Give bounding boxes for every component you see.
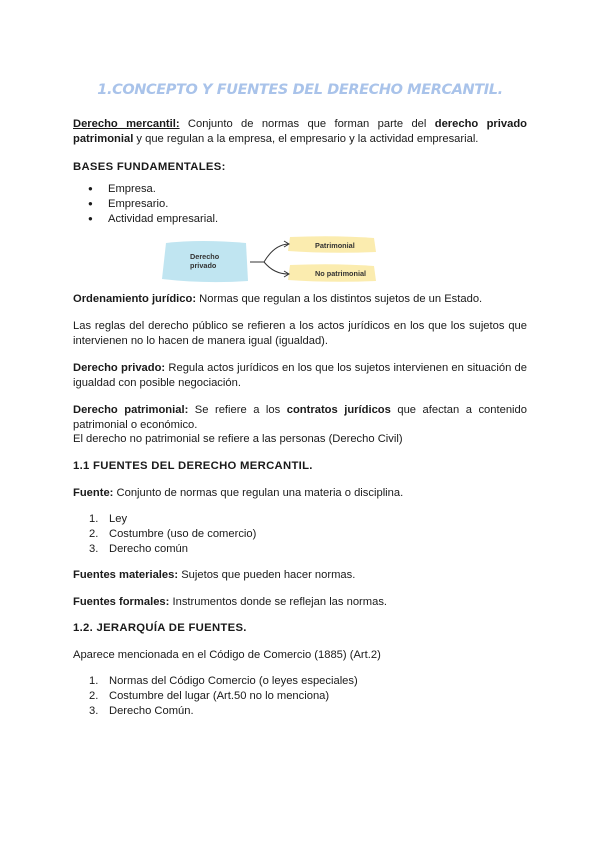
derecho-patrimonial-text-2: que afectan a contenido patrimonial o económico. <box>73 404 527 431</box>
list-text: Costumbre (uso de comercio) <box>109 528 257 540</box>
derecho-privado-text: Regula actos jurídicos en los que los sujetos intervienen en situación de igualdad con posible negociación. <box>73 362 527 389</box>
list-item: ● Actividad empresarial. <box>88 212 218 227</box>
fuentes-materiales-definition <box>73 568 527 583</box>
derecho-mercantil-term: Derecho mercantil: <box>73 118 180 130</box>
ordenamiento-term: Ordenamiento jurídico: <box>73 293 197 305</box>
fuentes-formales-text: Instrumentos donde se reflejan las normas. <box>169 596 388 608</box>
fuentes-list <box>89 512 256 557</box>
list-number: 1. <box>89 513 99 525</box>
diagram-label-no-patrimonial: No patrimonial <box>315 269 367 278</box>
list-item <box>89 674 358 689</box>
derecho-patrimonial-definition <box>73 403 527 447</box>
list-number: 1. <box>89 675 99 687</box>
list-number: 2. <box>89 528 99 540</box>
diagram-label-patrimonial: Patrimonial <box>315 241 355 250</box>
fuentes-materiales-term: Fuentes materiales: <box>73 569 179 581</box>
fuente-definition <box>73 486 527 501</box>
list-text: Normas del Código Comercio (o leyes especiales) <box>109 675 358 687</box>
derecho-patrimonial-text-1: Se refiere a los <box>188 404 287 416</box>
list-item <box>89 542 256 557</box>
derecho-patrimonial-term: Derecho patrimonial: <box>73 404 189 416</box>
derecho-privado-definition <box>73 361 527 390</box>
diagram-label-line-2: privado <box>190 261 217 270</box>
arrow-to-no-patrimonial <box>264 262 288 274</box>
list-item <box>89 689 358 704</box>
list-text: Derecho Común. <box>109 705 194 717</box>
ordenamiento-text: Normas que regulan a los distintos sujetos de un Estado. <box>196 293 483 305</box>
fuente-text: Conjunto de normas que regulan una materia o disciplina. <box>113 487 404 499</box>
jerarquia-list <box>89 674 358 719</box>
list-item: ● Empresa. <box>88 182 218 197</box>
list-item: ● Empresario. <box>88 197 218 212</box>
fuentes-formales-definition <box>73 595 527 610</box>
list-number: 3. <box>89 705 99 717</box>
derecho-mercantil-text-2: y que regulan a la empresa, el empresario y la actividad empresarial. <box>133 132 479 145</box>
list-item <box>89 512 256 527</box>
derecho-privado-term: Derecho privado: <box>73 362 166 374</box>
list-item <box>89 527 256 542</box>
section-1-2-heading: 1.2. JERARQUÍA DE FUENTES. <box>73 622 247 634</box>
list-number: 2. <box>89 690 99 702</box>
ordenamiento-definition <box>73 292 527 307</box>
list-text: Derecho común <box>109 543 188 555</box>
derecho-mercantil-text-1: Conjunto de normas que forman parte del <box>179 118 435 130</box>
derecho-publico-paragraph: Las reglas del derecho público se refieren a los actos jurídicos en los que los sujetos que intervienen no lo hacen de manera igual (igualdad). <box>73 320 527 347</box>
bases-list <box>88 182 218 227</box>
list-item <box>89 704 358 719</box>
diagram-label-derecho-privado <box>190 252 219 270</box>
list-text: Ley <box>109 513 128 525</box>
diagram-label-line-1: Derecho <box>190 252 220 261</box>
section-1-1-heading: 1.1 FUENTES DEL DERECHO MERCANTIL. <box>73 460 313 472</box>
list-text: Costumbre del lugar (Art.50 no lo menciona) <box>109 690 330 702</box>
fuentes-materiales-text: Sujetos que pueden hacer normas. <box>178 569 356 581</box>
derecho-mercantil-definition <box>73 117 527 146</box>
list-number: 3. <box>89 543 99 555</box>
fuentes-formales-term: Fuentes formales: <box>73 596 170 608</box>
derecho-privado-diagram <box>160 235 390 287</box>
page-title: 1.CONCEPTO Y FUENTES DEL DERECHO MERCANTIL. <box>97 82 503 98</box>
derecho-privado-patrimonial-bold: derecho privado patrimonial <box>73 118 528 145</box>
contratos-juridicos-bold: contratos jurídicos <box>286 404 391 416</box>
derecho-no-patrimonial-line: El derecho no patrimonial se refiere a las personas (Derecho Civil) <box>73 433 403 446</box>
jerarquia-intro: Aparece mencionada en el Código de Comercio (1885) (Art.2) <box>73 649 381 661</box>
fuente-term: Fuente: <box>73 487 114 499</box>
bases-heading: BASES FUNDAMENTALES: <box>73 161 226 173</box>
